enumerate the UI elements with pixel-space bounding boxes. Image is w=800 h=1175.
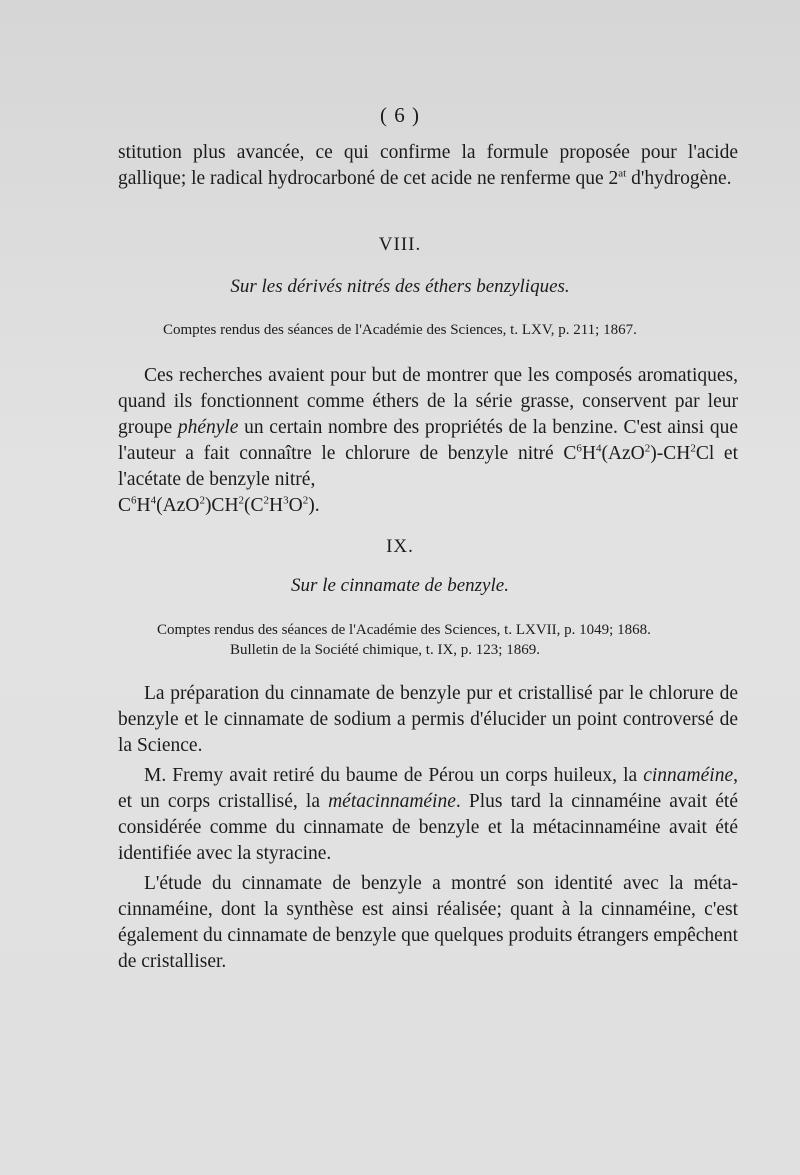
- viii-italic: phényle: [177, 417, 239, 438]
- intro-text-b: d'hydrogène.: [626, 168, 732, 189]
- intro-paragraph: [118, 140, 738, 192]
- viii-text-b: un certain nombre des propriétés de la benzine. C'est ainsi que l'auteur a fait connaître le chlorure de benzyle nitré C: [118, 417, 738, 464]
- section-viii-number: VIII.: [378, 234, 422, 255]
- viii-text-c: et l'acétate de benzyle nitré,: [118, 443, 738, 490]
- ix-p2-text-c: . Plus tard la cinnaméine avait été considérée comme du cinnamate de benzyle et la métacinnaméine avait été identifiée avec la styracine.: [118, 791, 738, 864]
- ix-paragraph-1: La préparation du cinnamate de benzyle pur et cristallisé par le chlorure de benzyle et le cinnamate de sodium a permis d'élucider un point controversé de la Science.: [118, 683, 738, 756]
- ix-p2-text-a: M. Fremy avait retiré du baume de Pérou un corps huileux, la: [144, 765, 644, 786]
- section-viii-title: Sur les dérivés nitrés des éthers benzyliques.: [230, 276, 570, 297]
- section-ix-reference-2: Bulletin de la Société chimique, t. IX, p. 123; 1869.: [230, 642, 540, 658]
- section-viii-paragraph: Ces recherches avaient pour but de montrer que les composés aromatiques, quand ils fonctionnent comme éthers de la série grasse, conservent par leur groupe phényle un certain nombre des propriétés de la benzine. C'est ainsi que l'auteur a fait connaître le chlorure de benzyle nitré $C^6H^4(AzO^2)-CH^2Cl$ et l'acétate de benzyle nitré, $C^6H^4(AzO^2)CH^2(C^2H^3O^2)$.: [118, 365, 738, 516]
- page-number: ( 6 ): [380, 103, 420, 127]
- section-ix-number: IX.: [386, 536, 414, 557]
- section-viii-reference: Comptes rendus des séances de l'Académie des Sciences, t. LXV, p. 211; 1867.: [163, 322, 637, 338]
- viii-text-a: Ces recherches avaient pour but de montrer que les composés aromatiques, quand ils fonctionnent comme éthers de la série grasse, conservent par leur groupe: [118, 365, 738, 438]
- ix-paragraph-3: L'étude du cinnamate de benzyle a montré son identité avec la métacinnaméine, dont la synthèse est ainsi réalisée; quant à la cinnaméine, c'est également du cinnamate de benzyle que quelques produits étrangers empêchent de cristalliser.: [118, 873, 738, 972]
- ix-p2-italic-1: cinnaméine: [643, 765, 734, 786]
- ix-p2-italic-2: métacinnaméine: [328, 791, 456, 812]
- ix-p2-text-b: , et un corps cristallisé, la: [118, 765, 738, 812]
- intro-text-a: stitution plus avancée, ce qui confirme la formule proposée pour l'acide gallique; le radical hydrocarboné de cet acide ne renferme que 2: [118, 142, 738, 189]
- section-ix-body: [118, 681, 738, 975]
- section-ix-reference-1: Comptes rendus des séances de l'Académie des Sciences, t. LXVII, p. 1049; 1868.: [157, 622, 651, 638]
- ix-paragraph-2: [118, 763, 738, 867]
- section-ix-title: Sur le cinnamate de benzyle.: [291, 575, 509, 596]
- intro-sup: at: [618, 167, 627, 180]
